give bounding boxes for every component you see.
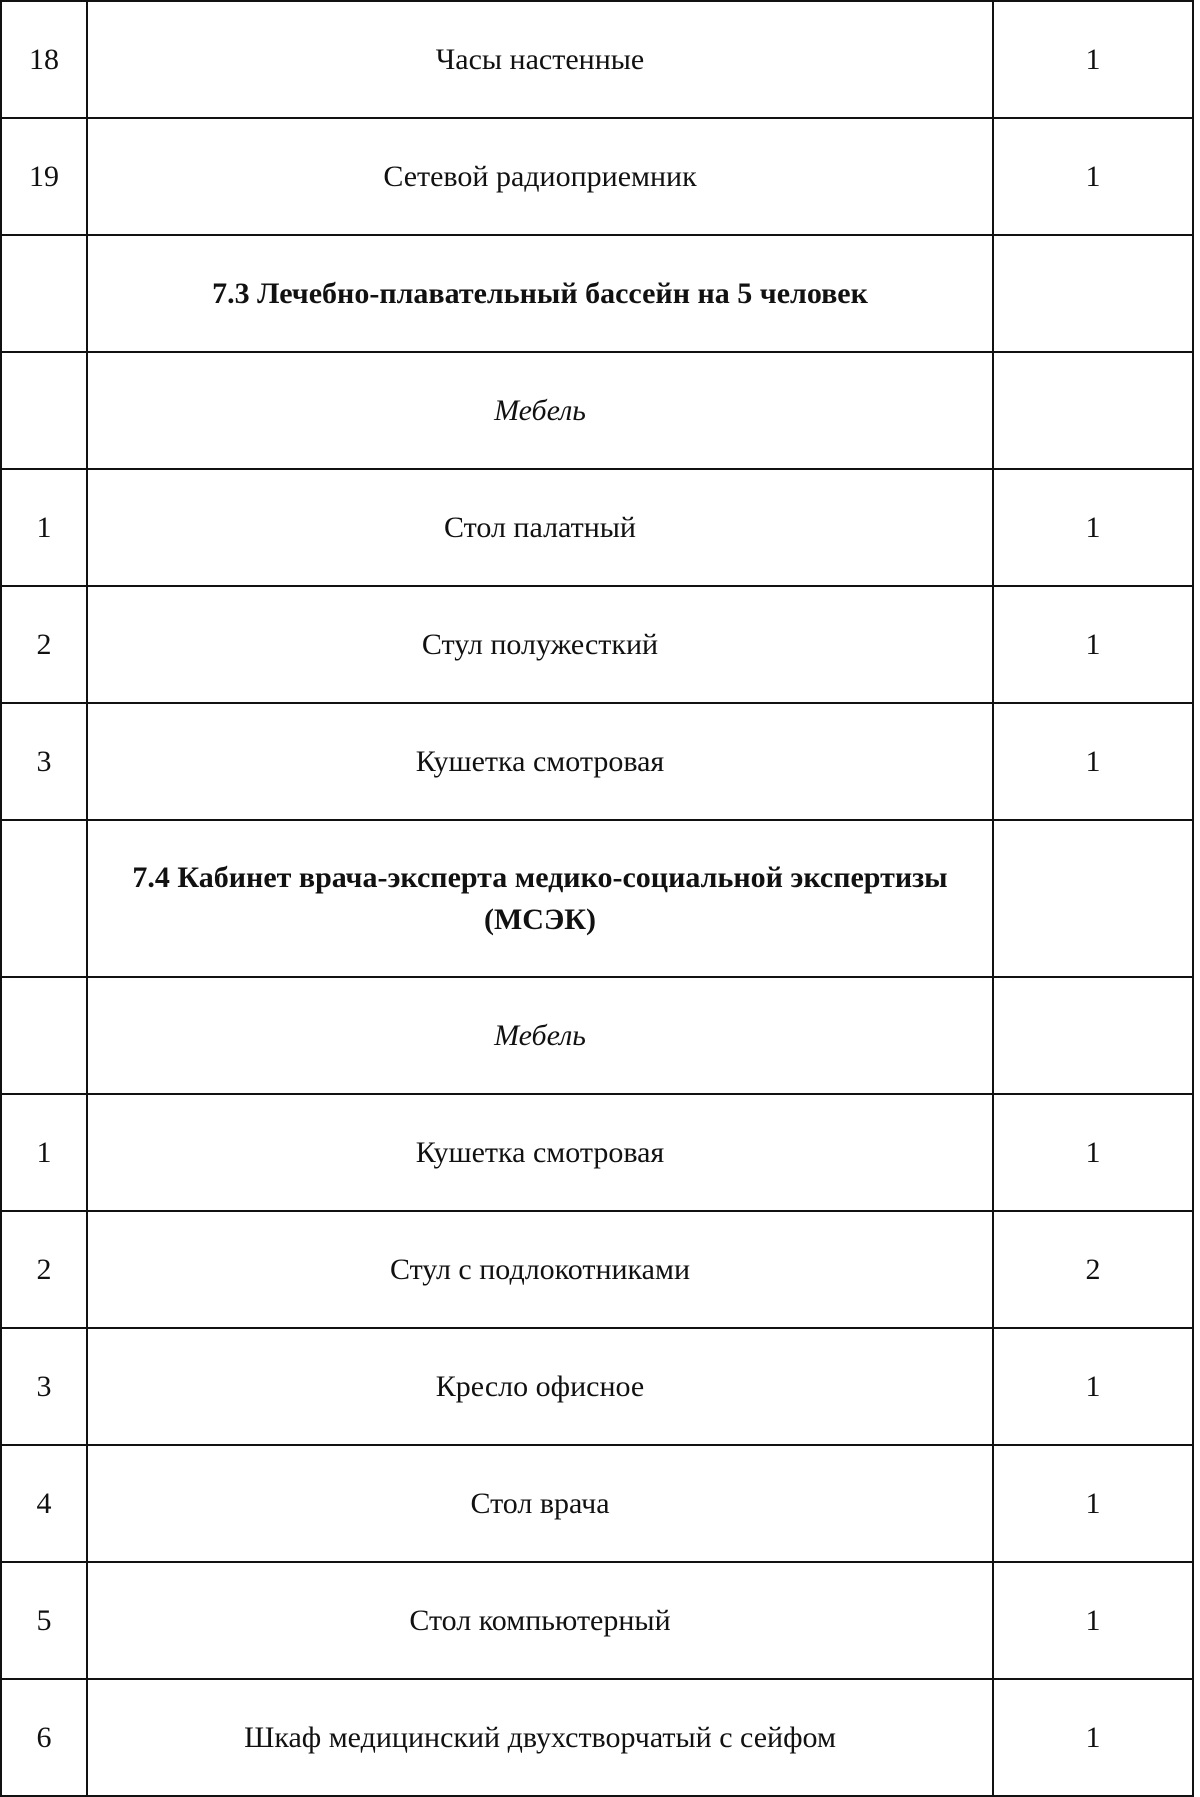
item-name: Стол палатный [87,469,993,586]
item-quantity [993,977,1193,1094]
table-row [1,1211,1193,1328]
item-name: Стол врача [87,1445,993,1562]
row-number [1,977,87,1094]
row-number: 4 [1,1445,87,1562]
item-name: Шкаф медицинский двухстворчатый с сейфом [87,1679,993,1796]
item-quantity: 1 [993,1445,1193,1562]
row-number: 18 [1,1,87,118]
item-quantity: 2 [993,1211,1193,1328]
row-number: 1 [1,469,87,586]
row-number: 2 [1,1211,87,1328]
item-quantity [993,235,1193,352]
item-quantity: 1 [993,1679,1193,1796]
item-quantity: 1 [993,586,1193,703]
table-row [1,118,1193,235]
section-row [1,235,1193,352]
item-quantity: 1 [993,469,1193,586]
item-name: Кушетка смотровая [87,1094,993,1211]
row-number: 5 [1,1562,87,1679]
row-number [1,820,87,977]
row-number [1,352,87,469]
equipment-table-body [1,1,1193,1796]
table-row [1,1328,1193,1445]
table-row [1,1679,1193,1796]
item-quantity: 1 [993,1562,1193,1679]
item-quantity [993,352,1193,469]
row-number: 3 [1,1328,87,1445]
subsection-heading: Мебель [87,352,993,469]
row-number: 1 [1,1094,87,1211]
item-quantity: 1 [993,1328,1193,1445]
item-name: Часы настенные [87,1,993,118]
item-quantity: 1 [993,1,1193,118]
row-number: 2 [1,586,87,703]
section-heading: 7.4 Кабинет врача-эксперта медико-социальной экспертизы (МСЭК) [87,820,993,977]
item-quantity: 1 [993,118,1193,235]
table-row [1,586,1193,703]
table-row [1,469,1193,586]
row-number: 6 [1,1679,87,1796]
table-row [1,1,1193,118]
table-row [1,1562,1193,1679]
subsection-row [1,977,1193,1094]
table-row [1,1094,1193,1211]
item-name: Стул полужесткий [87,586,993,703]
item-name: Сетевой радиоприемник [87,118,993,235]
item-quantity [993,820,1193,977]
item-name: Стол компьютерный [87,1562,993,1679]
section-heading: 7.3 Лечебно-плавательный бассейн на 5 человек [87,235,993,352]
item-quantity: 1 [993,703,1193,820]
row-number: 3 [1,703,87,820]
subsection-heading: Мебель [87,977,993,1094]
item-quantity: 1 [993,1094,1193,1211]
row-number: 19 [1,118,87,235]
item-name: Стул с подлокотниками [87,1211,993,1328]
subsection-row [1,352,1193,469]
row-number [1,235,87,352]
item-name: Кушетка смотровая [87,703,993,820]
item-name: Кресло офисное [87,1328,993,1445]
table-row [1,1445,1193,1562]
table-row [1,703,1193,820]
section-row [1,820,1193,977]
